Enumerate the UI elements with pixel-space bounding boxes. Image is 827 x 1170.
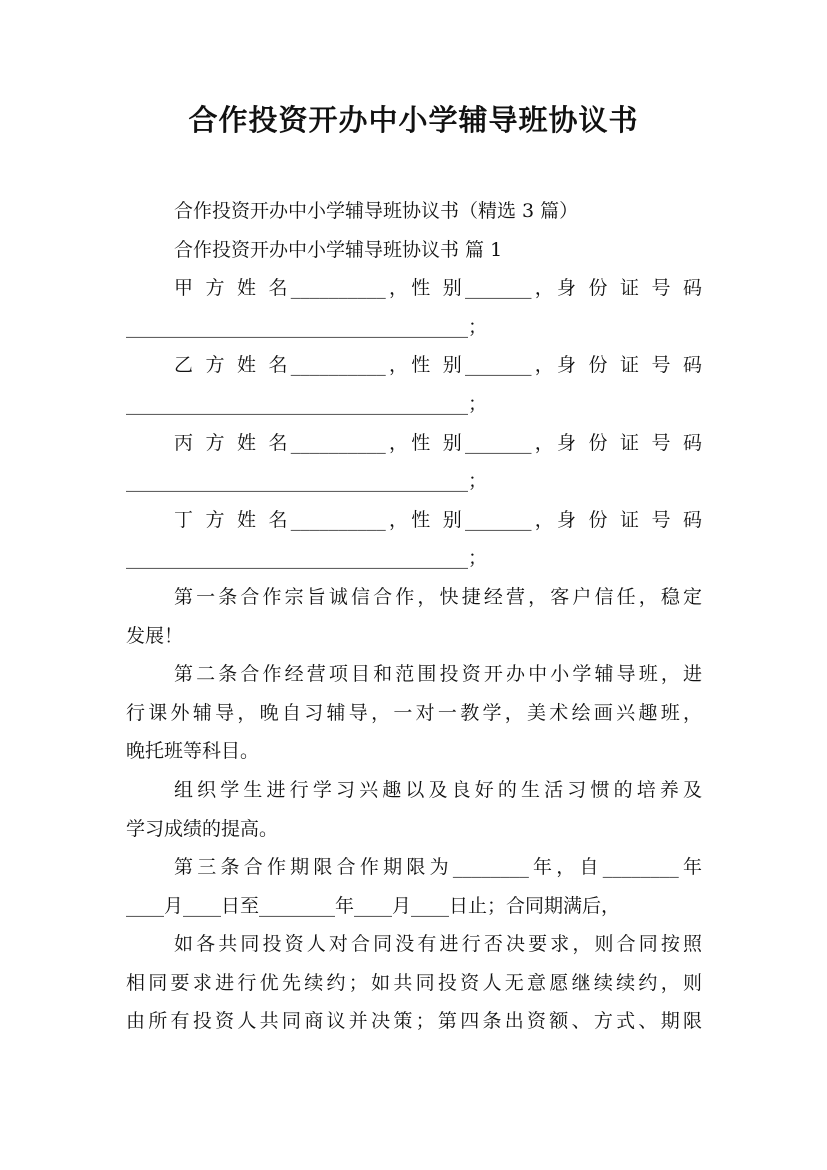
text-line: ____________________________________； bbox=[126, 470, 488, 493]
text-line: 晚托班等科目。 bbox=[126, 740, 260, 763]
document-title: 合作投资开办中小学辅导班协议书 bbox=[188, 103, 639, 137]
text-line: 第一条合作宗旨诚信合作，快捷经营，客户信任，稳定 bbox=[174, 585, 702, 608]
text-line: 组织学生进行学习兴趣以及良好的生活习惯的培养及 bbox=[174, 778, 702, 801]
text-line: 行课外辅导，晚自习辅导，一对一教学，美术绘画兴趣班， bbox=[126, 701, 702, 724]
text-line: 合作投资开办中小学辅导班协议书（精选 3 篇） bbox=[174, 200, 579, 222]
text-line: 合作投资开办中小学辅导班协议书 篇 1 bbox=[174, 238, 503, 261]
text-line: ____________________________________； bbox=[126, 315, 488, 338]
text-line: 由所有投资人共同商议并决策；第四条出资额、方式、期限 bbox=[126, 1010, 702, 1033]
text-line: ____________________________________； bbox=[126, 392, 488, 415]
text-line: 丙 方 姓 名__________，性 别_______，身 份 证 号 码 bbox=[174, 431, 702, 454]
text-line: 如各共同投资人对合同没有进行否决要求，则合同按照 bbox=[174, 933, 702, 956]
document-body bbox=[126, 192, 702, 1041]
text-line: 丁 方 姓 名__________，性 别_______，身 份 证 号 码 bbox=[174, 508, 702, 531]
text-line: ____月____日至________年____月____日止；合同期满后， bbox=[126, 894, 621, 917]
text-line: 学习成绩的提高。 bbox=[126, 817, 279, 840]
text-line: 甲 方 姓 名__________，性 别_______，身 份 证 号 码 bbox=[174, 277, 702, 300]
text-line: 发展！ bbox=[126, 624, 184, 647]
text-line: 相同要求进行优先续约；如共同投资人无意愿继续续约，则 bbox=[126, 971, 702, 994]
text-line: 乙 方 姓 名__________，性 别_______，身 份 证 号 码 bbox=[174, 354, 702, 377]
text-line: 第三条合作期限合作期限为________年，自________年 bbox=[174, 856, 702, 879]
text-line: 第二条合作经营项目和范围投资开办中小学辅导班，进 bbox=[174, 663, 702, 686]
text-line: ____________________________________； bbox=[126, 547, 488, 570]
